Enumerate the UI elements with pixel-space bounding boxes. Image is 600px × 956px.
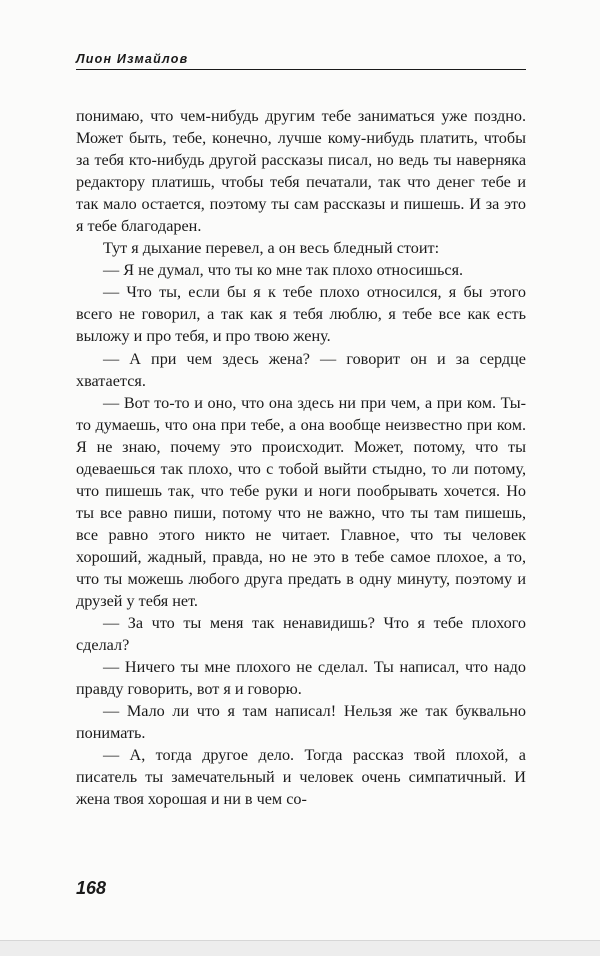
paragraph: — Что ты, если бы я к тебе плохо относился, я бы этого всего не говорил, а так как я тебя люблю, я тебе все как есть выложу и про тебя, и про твою жену. [76, 283, 526, 346]
paragraph: — Ничего ты мне плохого не сделал. Ты написал, что надо правду говорить, вот я и говорю. [76, 658, 526, 699]
running-head-author: Лион Измайлов [76, 52, 189, 66]
paragraph: — Вот то-то и оно, что она здесь ни при чем, а при ком. Ты-то думаешь, что она при тебе, а она вообще неизвестно при ком. Я не знаю, почему это происходит. Может, потому, что ты одеваешься так плохо, что с тобой выйти стыдно, то ли потому, что пишешь так, что тебе руки и ноги пообрывать хочется. Но ты все равно пиши, потому что не важно, что ты там пишешь, все равно этого никто не читает. Главное, что ты человек хороший, жадный, правда, но не это в тебе самое плохое, а то, что ты можешь любого друга предать в одну минуту, поэтому и друзей у тебя нет. [76, 393, 526, 611]
paragraph: — А при чем здесь жена? — говорит он и за сердце хватается. [76, 349, 526, 390]
header-rule [76, 69, 526, 70]
paragraph: — За что ты меня так ненавидишь? Что я тебе плохого сделал? [76, 614, 526, 655]
page-number: 168 [76, 878, 107, 898]
viewer-bottom-edge [0, 940, 600, 956]
paragraph: — Я не думал, что ты ко мне так плохо относишься. [103, 261, 464, 280]
paragraph: — Мало ли что я там написал! Нельзя же так буквально понимать. [76, 702, 526, 743]
paragraph: Тут я дыхание перевел, а он весь бледный стоит: [103, 239, 440, 258]
body-text [76, 105, 526, 811]
paragraph: понимаю, что чем-нибудь другим тебе заниматься уже поздно. Может быть, тебе, конечно, лучше кому-нибудь платить, чтобы за тебя кто-нибудь другой рассказы писал, но ведь ты наверняка редактору платишь, чтобы тебя печатали, так что денег тебе и так мало остается, поэтому ты сам рассказы и пишешь. И за это я тебе благодарен. [76, 107, 526, 236]
paragraph: — А, тогда другое дело. Тогда рассказ твой плохой, а писатель ты замечательный и человек очень симпатичный. И жена твоя хорошая и ни в чем со- [76, 746, 526, 809]
